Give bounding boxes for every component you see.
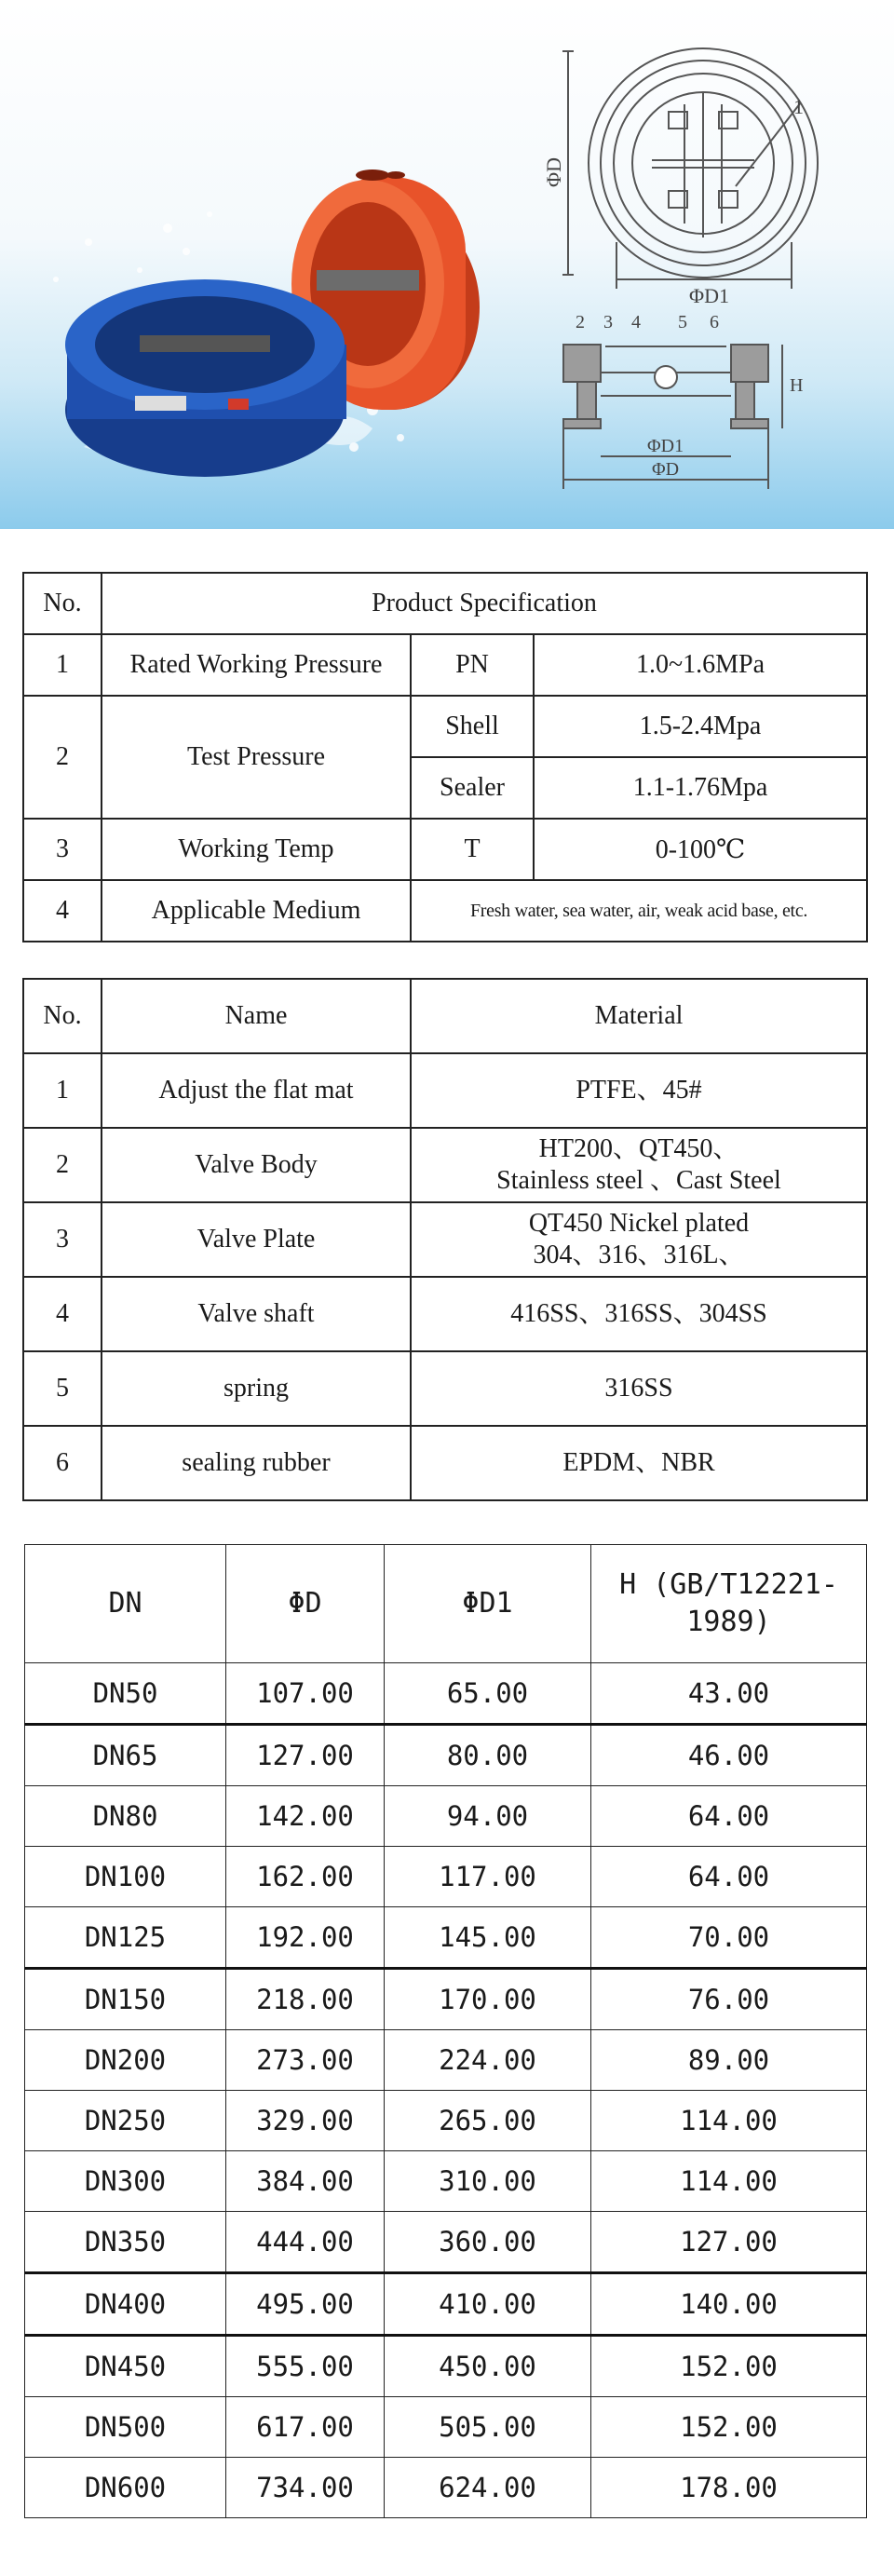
spec-value: Fresh water, sea water, air, weak acid base, etc.: [411, 880, 867, 942]
part-name: spring: [102, 1351, 411, 1426]
dn-cell: DN200: [25, 2030, 226, 2091]
row-no: 4: [23, 1277, 102, 1351]
d1-cell: 505.00: [385, 2397, 591, 2458]
spec-symbol: PN: [411, 634, 534, 696]
d1-cell: 410.00: [385, 2273, 591, 2336]
table-row: [23, 1202, 867, 1277]
callout-1: 1: [793, 95, 804, 118]
d-cell: 218.00: [226, 1969, 385, 2030]
spec-symbol: T: [411, 819, 534, 880]
d-cell: 192.00: [226, 1907, 385, 1969]
d1-cell: 624.00: [385, 2458, 591, 2518]
callout-3: 3: [603, 312, 613, 332]
table-row: [25, 1969, 867, 2030]
table-row: [25, 2397, 867, 2458]
part-name: Valve Plate: [102, 1202, 411, 1277]
callout-6: 6: [710, 312, 719, 332]
d-cell: 384.00: [226, 2151, 385, 2212]
d-cell: 162.00: [226, 1847, 385, 1907]
d1-cell: 170.00: [385, 1969, 591, 2030]
d-cell: 329.00: [226, 2091, 385, 2151]
part-material: [411, 1426, 867, 1500]
d1-cell: 145.00: [385, 1907, 591, 1969]
d-cell: 617.00: [226, 2397, 385, 2458]
product-hero-banner: [0, 0, 894, 529]
h-cell: 140.00: [591, 2273, 867, 2336]
material-line-2: 304、316、316L、: [533, 1241, 745, 1269]
d1-cell: 265.00: [385, 2091, 591, 2151]
spec-value: 0-100℃: [534, 819, 867, 880]
dn-cell: DN100: [25, 1847, 226, 1907]
table-row: [25, 2273, 867, 2336]
h-cell: 89.00: [591, 2030, 867, 2091]
row-no: 1: [23, 634, 102, 696]
label-d-top: ΦD: [542, 157, 565, 187]
dn-cell: DN300: [25, 2151, 226, 2212]
d1-cell: 94.00: [385, 1786, 591, 1847]
d1-cell: 80.00: [385, 1725, 591, 1786]
d-cell: 107.00: [226, 1663, 385, 1725]
d1-cell: 224.00: [385, 2030, 591, 2091]
table-header-row: [23, 979, 867, 1053]
h-cell: 76.00: [591, 1969, 867, 2030]
h-header: [591, 1545, 867, 1663]
h-cell: 114.00: [591, 2091, 867, 2151]
part-name: Adjust the flat mat: [102, 1053, 411, 1128]
d1-cell: 310.00: [385, 2151, 591, 2212]
material-line: HT200、QT450、: [538, 1134, 739, 1163]
table-row: [23, 696, 867, 757]
label-h: H: [790, 375, 804, 396]
callout-5: 5: [678, 312, 687, 332]
label-d1-top: ΦD1: [689, 284, 729, 307]
h-header-line1: H (GB/T12221-: [619, 1568, 838, 1601]
material-header: Material: [411, 979, 867, 1053]
material-line: EPDM、NBR: [562, 1448, 715, 1477]
part-material: [411, 1277, 867, 1351]
d1-cell: 360.00: [385, 2212, 591, 2273]
name-header: Name: [102, 979, 411, 1053]
part-material: [411, 1053, 867, 1128]
dn-cell: DN50: [25, 1663, 226, 1725]
spec-item: Rated Working Pressure: [102, 634, 411, 696]
table-row: [25, 1847, 867, 1907]
table-row: [25, 1725, 867, 1786]
row-no: 2: [23, 1128, 102, 1202]
table-row: [23, 1351, 867, 1426]
row-no: 3: [23, 1202, 102, 1277]
spec-symbol: Shell: [411, 696, 534, 757]
dn-cell: DN150: [25, 1969, 226, 2030]
part-material: [411, 1128, 867, 1202]
dn-cell: DN500: [25, 2397, 226, 2458]
spec-value: 1.5-2.4Mpa: [534, 696, 867, 757]
valve-front-view-drawing: [562, 48, 818, 289]
d1-cell: 450.00: [385, 2336, 591, 2397]
row-no: 4: [23, 880, 102, 942]
no-header: No.: [23, 573, 102, 634]
table-row: [23, 634, 867, 696]
dn-cell: DN350: [25, 2212, 226, 2273]
row-no: 2: [23, 696, 102, 819]
dimension-table: [24, 1544, 867, 2518]
d-header: ΦD: [226, 1545, 385, 1663]
h-cell: 127.00: [591, 2212, 867, 2273]
dn-cell: DN65: [25, 1725, 226, 1786]
dn-cell: DN80: [25, 1786, 226, 1847]
table-row: [25, 2458, 867, 2518]
h-cell: 178.00: [591, 2458, 867, 2518]
d-cell: 273.00: [226, 2030, 385, 2091]
table-row: [23, 1426, 867, 1500]
spec-value: 1.0~1.6MPa: [534, 634, 867, 696]
d-cell: 734.00: [226, 2458, 385, 2518]
h-cell: 70.00: [591, 1907, 867, 1969]
material-line: PTFE、45#: [576, 1076, 702, 1105]
table-row: [25, 2091, 867, 2151]
table-row: [23, 1277, 867, 1351]
table-row: [25, 2030, 867, 2091]
dimension-table-body: [25, 1663, 867, 2518]
row-no: 5: [23, 1351, 102, 1426]
part-name: Valve shaft: [102, 1277, 411, 1351]
dn-cell: DN450: [25, 2336, 226, 2397]
material-table: [22, 978, 868, 1501]
spec-title: Product Specification: [102, 573, 867, 634]
label-d-section: ΦD: [652, 459, 680, 480]
d1-cell: 117.00: [385, 1847, 591, 1907]
d-cell: 495.00: [226, 2273, 385, 2336]
h-cell: 64.00: [591, 1786, 867, 1847]
hero-illustration: [0, 0, 894, 529]
table-row: [25, 1907, 867, 1969]
table-row: [25, 1663, 867, 1725]
dn-header: DN: [25, 1545, 226, 1663]
spec-item: Applicable Medium: [102, 880, 411, 942]
product-specification-table: [22, 572, 868, 942]
blue-valve-image: [65, 279, 346, 477]
spec-item: Working Temp: [102, 819, 411, 880]
d-cell: 444.00: [226, 2212, 385, 2273]
dn-cell: DN400: [25, 2273, 226, 2336]
material-line-2: Stainless steel 、Cast Steel: [496, 1166, 781, 1195]
table-row: [23, 819, 867, 880]
part-name: Valve Body: [102, 1128, 411, 1202]
d-cell: 142.00: [226, 1786, 385, 1847]
table-row: [23, 1128, 867, 1202]
table-header-row: [25, 1545, 867, 1663]
table-row: [25, 2212, 867, 2273]
table-row: [25, 2151, 867, 2212]
part-material: [411, 1202, 867, 1277]
dn-cell: DN125: [25, 1907, 226, 1969]
h-cell: 152.00: [591, 2397, 867, 2458]
callout-4: 4: [631, 312, 641, 332]
material-line: 416SS、316SS、304SS: [510, 1299, 767, 1328]
d1-header: ΦD1: [385, 1545, 591, 1663]
table-row: [25, 1786, 867, 1847]
table-row: [25, 2336, 867, 2397]
spec-symbol: Sealer: [411, 757, 534, 819]
spec-value: 1.1-1.76Mpa: [534, 757, 867, 819]
no-header: No.: [23, 979, 102, 1053]
h-cell: 114.00: [591, 2151, 867, 2212]
d-cell: 127.00: [226, 1725, 385, 1786]
material-line: QT450 Nickel plated: [528, 1209, 750, 1238]
h-cell: 46.00: [591, 1725, 867, 1786]
part-name: sealing rubber: [102, 1426, 411, 1500]
h-header-line2: 1989): [686, 1606, 771, 1638]
dn-cell: DN600: [25, 2458, 226, 2518]
spec-item: Test Pressure: [102, 696, 411, 819]
part-material: [411, 1351, 867, 1426]
row-no: 3: [23, 819, 102, 880]
label-d1-section: ΦD1: [647, 436, 684, 456]
h-cell: 152.00: [591, 2336, 867, 2397]
dn-cell: DN250: [25, 2091, 226, 2151]
table-row: [23, 880, 867, 942]
table-row: [23, 1053, 867, 1128]
d1-cell: 65.00: [385, 1663, 591, 1725]
h-cell: 43.00: [591, 1663, 867, 1725]
d-cell: 555.00: [226, 2336, 385, 2397]
row-no: 1: [23, 1053, 102, 1128]
callout-2: 2: [576, 312, 585, 332]
h-cell: 64.00: [591, 1847, 867, 1907]
material-line: 316SS: [604, 1374, 673, 1403]
table-header-row: [23, 573, 867, 634]
row-no: 6: [23, 1426, 102, 1500]
